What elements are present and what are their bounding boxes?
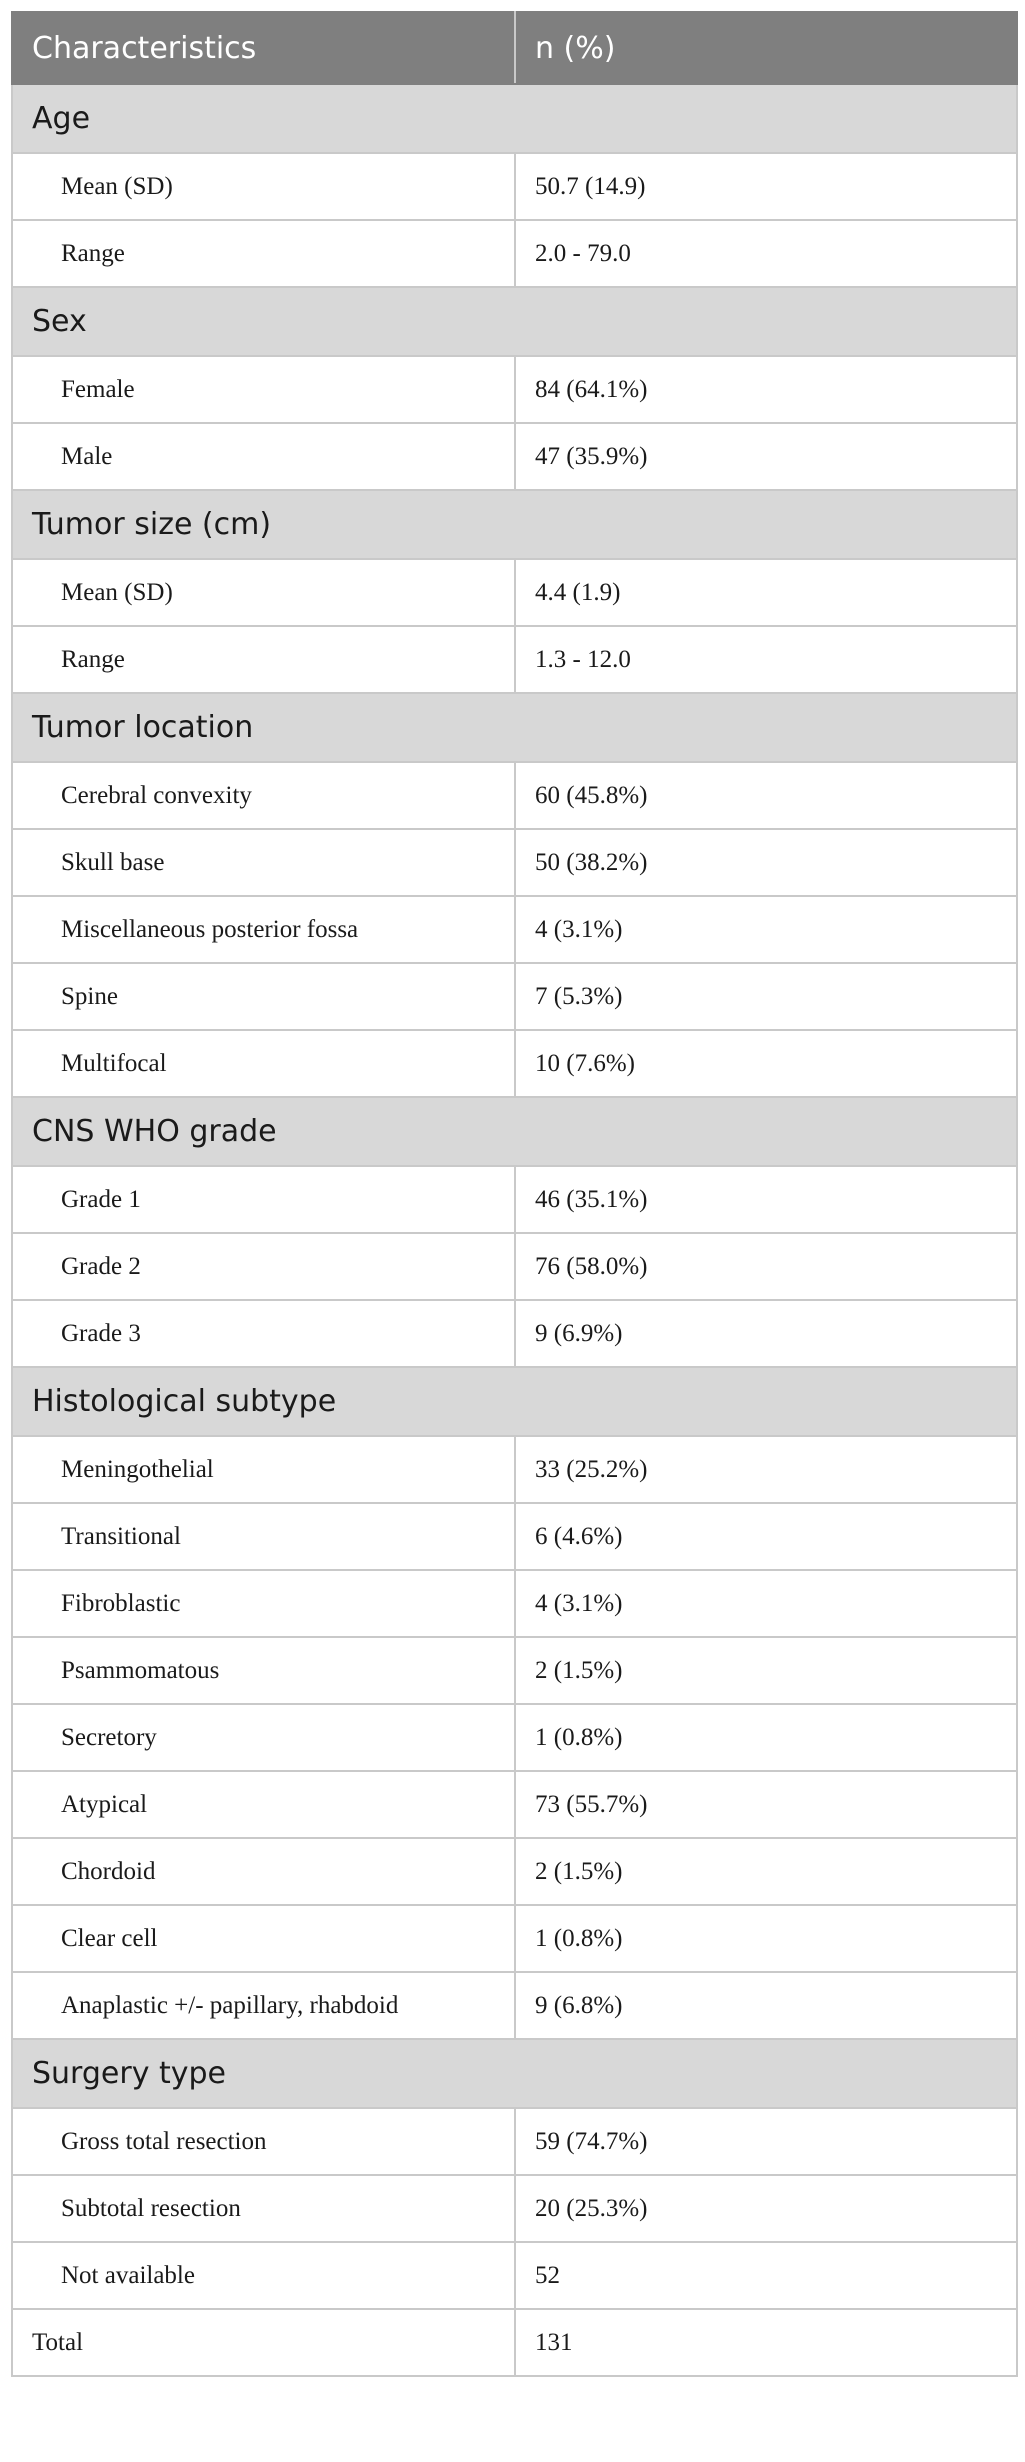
row-label: Not available (12, 2242, 515, 2309)
row-label: Cerebral convexity (12, 762, 515, 829)
row-value: 6 (4.6%) (515, 1503, 1017, 1570)
row-label: Range (12, 626, 515, 693)
table-row (12, 1771, 1017, 1838)
table-row (12, 1905, 1017, 1972)
table-row (12, 2242, 1017, 2309)
table-row (12, 1704, 1017, 1771)
row-label: Transitional (12, 1503, 515, 1570)
section-header-row (12, 2039, 1017, 2108)
section-header-row (12, 490, 1017, 559)
row-value: 4 (3.1%) (515, 896, 1017, 963)
row-value: 46 (35.1%) (515, 1166, 1017, 1233)
row-value: 2 (1.5%) (515, 1838, 1017, 1905)
row-label: Meningothelial (12, 1436, 515, 1503)
total-label: Total (12, 2309, 515, 2376)
row-value: 60 (45.8%) (515, 762, 1017, 829)
row-value: 50 (38.2%) (515, 829, 1017, 896)
table-body (12, 84, 1017, 2376)
row-label: Mean (SD) (12, 153, 515, 220)
row-value: 7 (5.3%) (515, 963, 1017, 1030)
row-label: Secretory (12, 1704, 515, 1771)
row-value: 76 (58.0%) (515, 1233, 1017, 1300)
table-row (12, 1972, 1017, 2039)
header-n-percent: n (%) (515, 12, 1017, 84)
section-header-row (12, 287, 1017, 356)
section-title: CNS WHO grade (12, 1097, 1017, 1166)
table-header-row (12, 12, 1017, 84)
row-value: 84 (64.1%) (515, 356, 1017, 423)
row-label: Spine (12, 963, 515, 1030)
section-header-row (12, 84, 1017, 153)
row-label: Miscellaneous posterior fossa (12, 896, 515, 963)
table-row (12, 2108, 1017, 2175)
section-header-row (12, 1367, 1017, 1436)
row-label: Clear cell (12, 1905, 515, 1972)
row-label: Mean (SD) (12, 559, 515, 626)
total-row (12, 2309, 1017, 2376)
row-value: 9 (6.9%) (515, 1300, 1017, 1367)
section-header-row (12, 1097, 1017, 1166)
table-row (12, 896, 1017, 963)
row-label: Multifocal (12, 1030, 515, 1097)
row-value: 47 (35.9%) (515, 423, 1017, 490)
total-value: 131 (515, 2309, 1017, 2376)
header-characteristics: Characteristics (12, 12, 515, 84)
row-label: Fibroblastic (12, 1570, 515, 1637)
row-label: Psammomatous (12, 1637, 515, 1704)
table-row (12, 423, 1017, 490)
row-value: 2 (1.5%) (515, 1637, 1017, 1704)
row-value: 10 (7.6%) (515, 1030, 1017, 1097)
table-row (12, 1233, 1017, 1300)
row-value: 33 (25.2%) (515, 1436, 1017, 1503)
table-row (12, 220, 1017, 287)
table-row (12, 1166, 1017, 1233)
section-title: Tumor location (12, 693, 1017, 762)
row-label: Grade 3 (12, 1300, 515, 1367)
table-row (12, 1300, 1017, 1367)
row-value: 73 (55.7%) (515, 1771, 1017, 1838)
row-value: 59 (74.7%) (515, 2108, 1017, 2175)
row-label: Gross total resection (12, 2108, 515, 2175)
row-value: 1 (0.8%) (515, 1905, 1017, 1972)
table-row (12, 559, 1017, 626)
section-header-row (12, 693, 1017, 762)
table-row (12, 1503, 1017, 1570)
section-title: Surgery type (12, 2039, 1017, 2108)
row-label: Male (12, 423, 515, 490)
row-value: 1.3 - 12.0 (515, 626, 1017, 693)
table-row (12, 1838, 1017, 1905)
row-label: Grade 1 (12, 1166, 515, 1233)
row-label: Subtotal resection (12, 2175, 515, 2242)
table-row (12, 963, 1017, 1030)
characteristics-table (11, 11, 1018, 2377)
section-title: Tumor size (cm) (12, 490, 1017, 559)
table-row (12, 762, 1017, 829)
row-label: Chordoid (12, 1838, 515, 1905)
row-value: 20 (25.3%) (515, 2175, 1017, 2242)
section-title: Age (12, 84, 1017, 153)
row-value: 50.7 (14.9) (515, 153, 1017, 220)
row-label: Skull base (12, 829, 515, 896)
table-row (12, 153, 1017, 220)
row-label: Range (12, 220, 515, 287)
row-value: 4.4 (1.9) (515, 559, 1017, 626)
table-row (12, 1570, 1017, 1637)
table-row (12, 1436, 1017, 1503)
table-row (12, 1030, 1017, 1097)
row-label: Grade 2 (12, 1233, 515, 1300)
row-label: Atypical (12, 1771, 515, 1838)
row-value: 2.0 - 79.0 (515, 220, 1017, 287)
section-title: Histological subtype (12, 1367, 1017, 1436)
table-row (12, 1637, 1017, 1704)
row-label: Anaplastic +/- papillary, rhabdoid (12, 1972, 515, 2039)
row-value: 52 (515, 2242, 1017, 2309)
table-row (12, 829, 1017, 896)
section-title: Sex (12, 287, 1017, 356)
table-row (12, 356, 1017, 423)
row-label: Female (12, 356, 515, 423)
table-row (12, 626, 1017, 693)
table-row (12, 2175, 1017, 2242)
row-value: 1 (0.8%) (515, 1704, 1017, 1771)
row-value: 9 (6.8%) (515, 1972, 1017, 2039)
row-value: 4 (3.1%) (515, 1570, 1017, 1637)
